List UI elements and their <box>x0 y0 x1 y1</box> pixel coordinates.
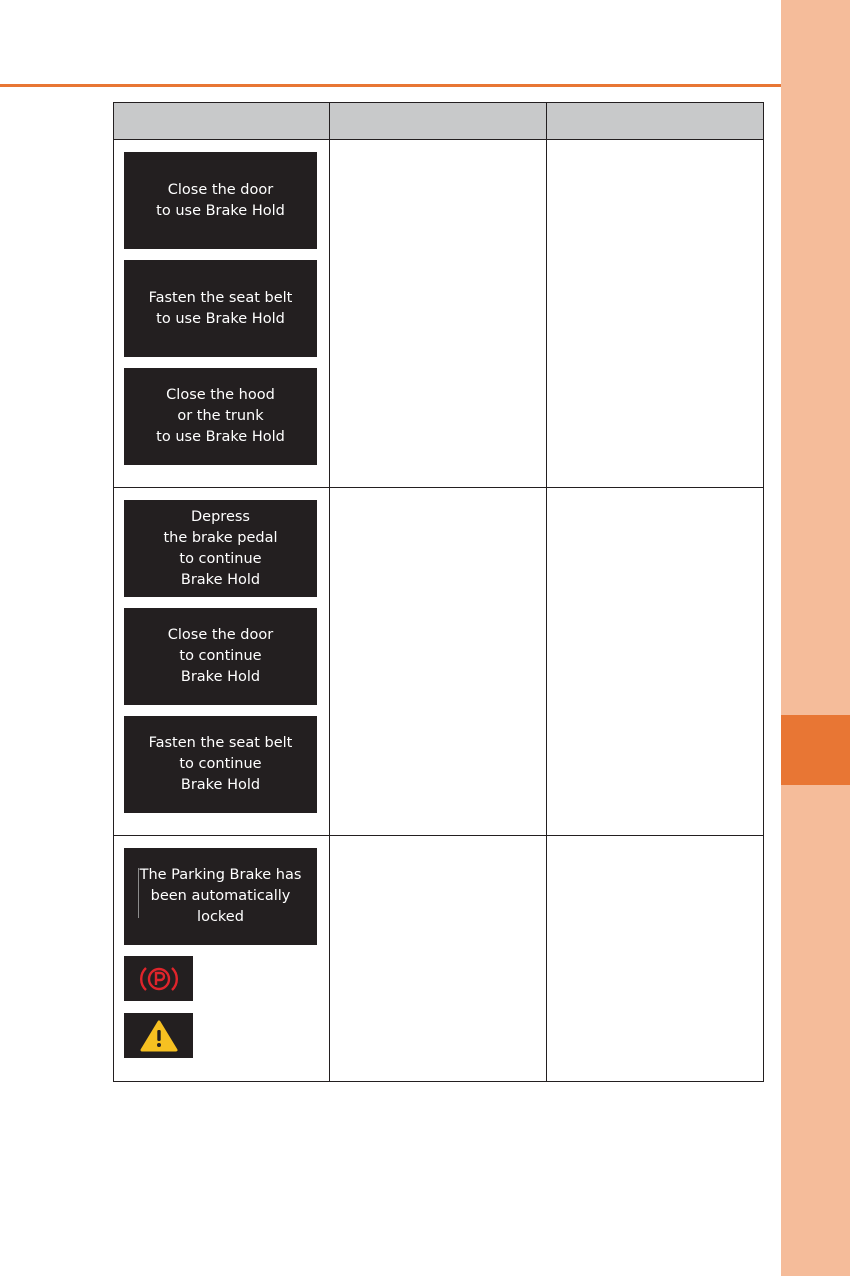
table-header-cell <box>114 103 330 140</box>
table-row <box>114 140 764 488</box>
side-section-tab <box>781 0 850 1276</box>
side-section-tab-active <box>781 715 850 785</box>
table-cell <box>547 836 764 1082</box>
message-screen: Close the door to use Brake Hold <box>124 152 317 249</box>
brake-hold-message-table <box>113 102 764 1082</box>
header-rule <box>0 84 781 87</box>
message-cell <box>114 140 330 488</box>
table-row <box>114 488 764 836</box>
table-header-row <box>114 103 764 140</box>
table-header-cell <box>547 103 764 140</box>
table-header-cell <box>330 103 547 140</box>
message-screen: The Parking Brake has been automatically locked <box>124 848 317 945</box>
message-cell <box>114 836 330 1082</box>
message-screen: Close the hood or the trunk to use Brake Hold <box>124 368 317 465</box>
message-screen: Fasten the seat belt to continue Brake Hold <box>124 716 317 813</box>
table-cell <box>330 488 547 836</box>
table-cell <box>330 836 547 1082</box>
message-screen: Close the door to continue Brake Hold <box>124 608 317 705</box>
table-cell <box>330 140 547 488</box>
parking-brake-indicator-icon <box>124 956 193 1001</box>
message-screen: Fasten the seat belt to use Brake Hold <box>124 260 317 357</box>
table-row <box>114 836 764 1082</box>
table-cell <box>547 140 764 488</box>
message-cell <box>114 488 330 836</box>
table-cell <box>547 488 764 836</box>
message-screen: Depress the brake pedal to continue Brake Hold <box>124 500 317 597</box>
warning-triangle-icon <box>124 1013 193 1058</box>
